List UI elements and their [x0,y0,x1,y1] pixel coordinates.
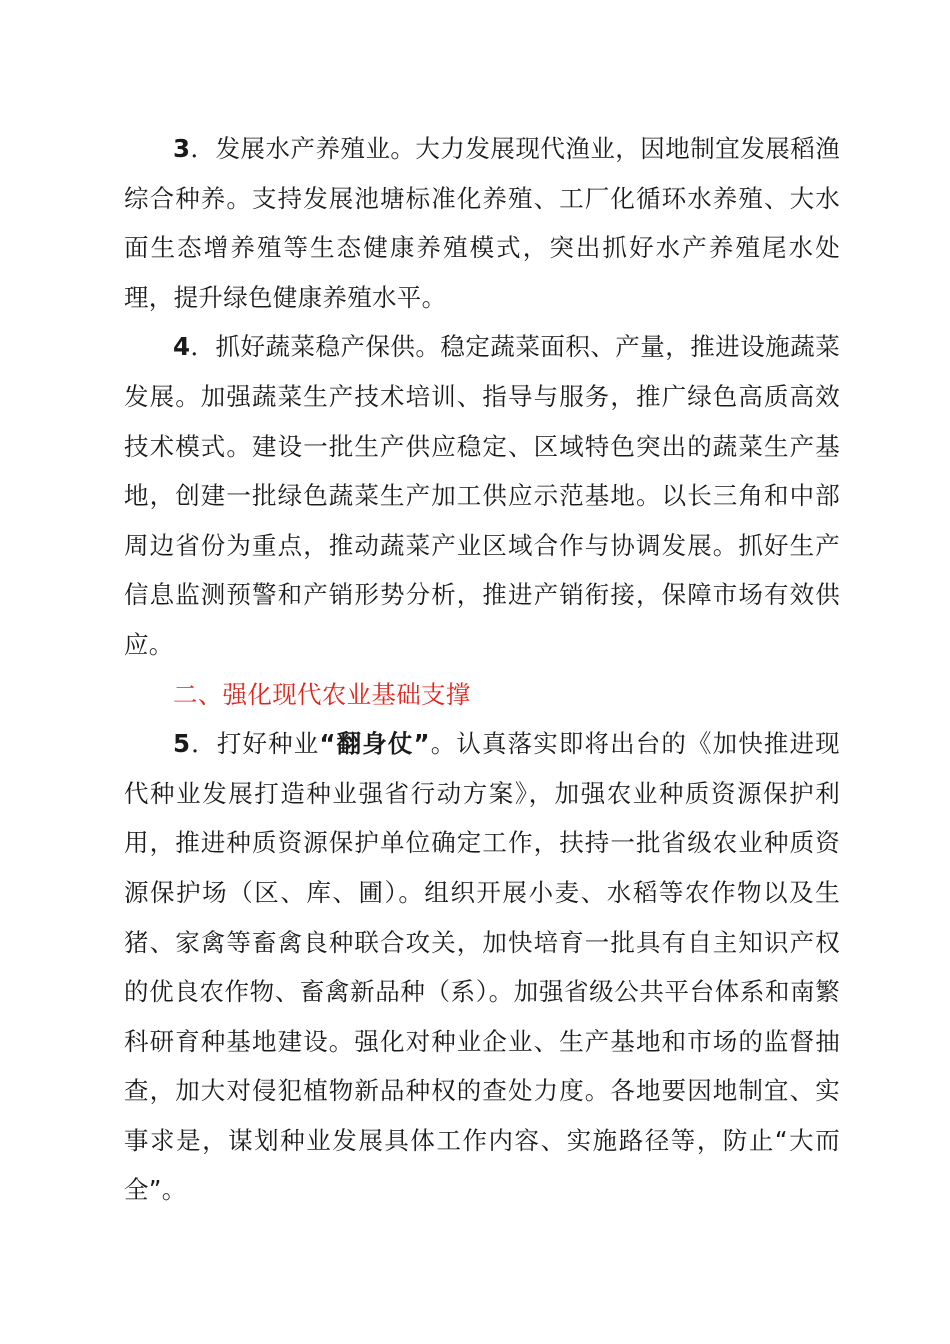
paragraph-5-number: 5 [173,729,191,759]
paragraph-5 [124,719,840,1215]
paragraph-5-emphasis: “翻身仗” [319,729,430,759]
paragraph-3-number: 3 [173,134,191,163]
document-body [124,124,840,1215]
paragraph-3 [124,124,840,322]
paragraph-5-lead: ．打好种业 [190,729,320,759]
paragraph-4-text: ．抓好蔬菜稳产保供。稳定蔬菜面积、产量，推进设施蔬菜发展。加强蔬菜生产技术培训、指导与服务，推广绿色高质高效技术模式。建设一批生产供应稳定、区域特色突出的蔬菜生产基地，创建一批绿色蔬菜生产加工供应示范基地。以长三角和中部周边省份为重点，推动蔬菜产业区域合作与协调发展。抓好生产信息监测预警和产销形势分析，推进产销衔接，保障市场有效供应。 [124,332,840,659]
paragraph-3-text: ．发展水产养殖业。大力发展现代渔业，因地制宜发展稻渔综合种养。支持发展池塘标准化养殖、工厂化循环水养殖、大水面生态增养殖等生态健康养殖模式，突出抓好水产养殖尾水处理，提升绿色健康养殖水平。 [124,134,840,312]
paragraph-4-number: 4 [173,332,191,362]
section-heading: 二、强化现代农业基础支撑 [173,679,471,709]
paragraph-5-text: 。认真落实即将出台的《加快推进现代种业发展打造种业强省行动方案》，加强农业种质资源保护利用，推进种质资源保护单位确定工作，扶持一批省级农业种质资源保护场（区、库、圃）。组织开展小麦、水稻等农作物以及生猪、家禽等畜禽良种联合攻关，加快培育一批具有自主知识产权的优良农作物、畜禽新品种（系）。加强省级公共平台体系和南繁科研育种基地建设。强化对种业企业、生产基地和市场的监督抽查，加大对侵犯植物新品种权的查处力度。各地要因地制宜、实事求是，谋划种业发展具体工作内容、实施路径等，防止“大而全”。 [124,729,840,1205]
paragraph-4 [124,322,840,669]
